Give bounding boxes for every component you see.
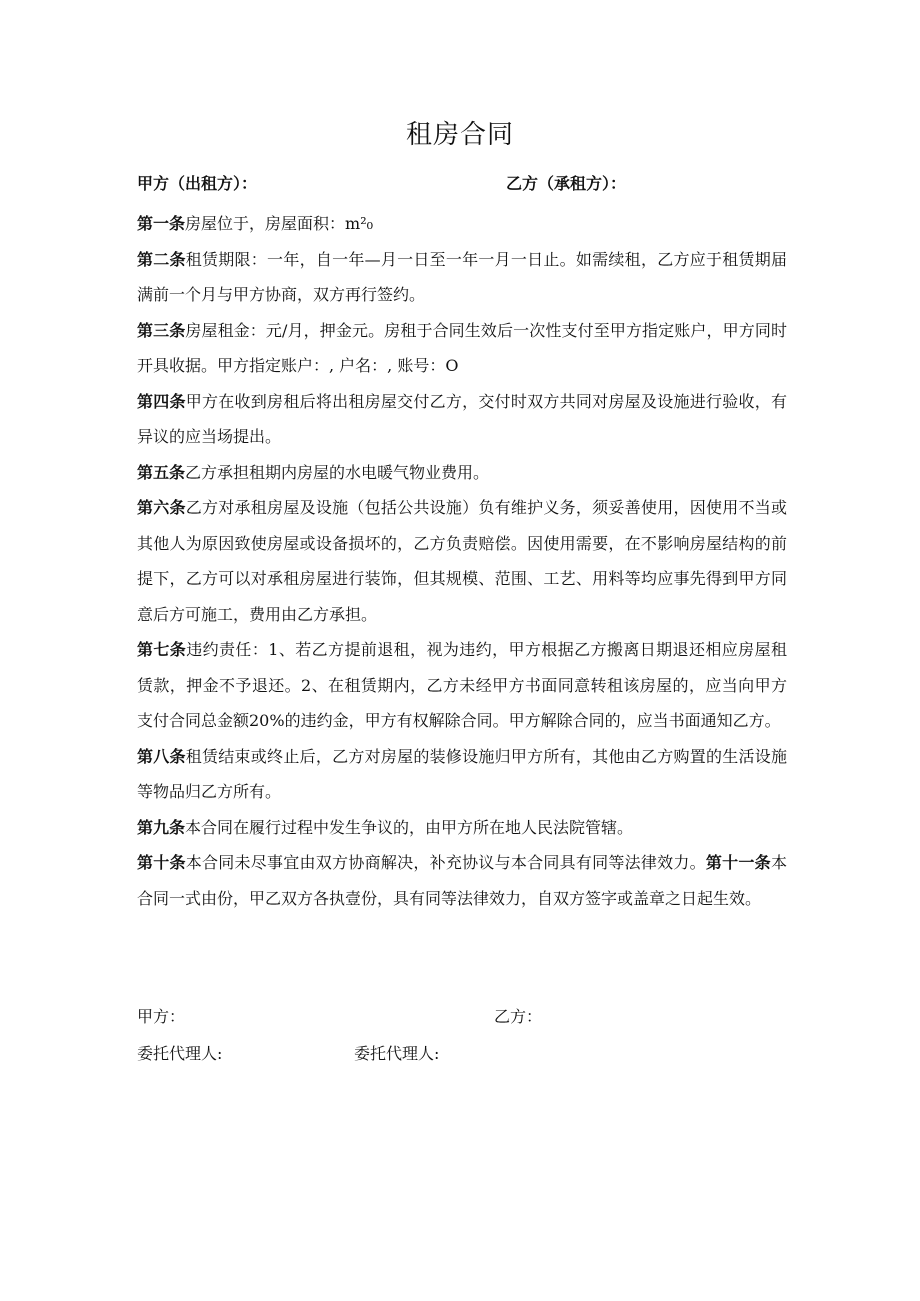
- clause-2: [137, 242, 787, 313]
- clause-number: 第六条: [137, 498, 186, 517]
- clause-8: [137, 739, 787, 810]
- clause-text: 违约责任：1、若乙方提前退租，视为违约，甲方根据乙方搬离日期退还相应房屋租赁款，押金不予退还。2、在租赁期内，乙方未经甲方书面同意转租该房屋的，应当向甲方支付合同总金额20%的违约金，甲方有权解除合同。甲方解除合同的，应当书面通知乙方。: [137, 640, 787, 730]
- signature-party-a: 甲方：: [137, 1007, 186, 1026]
- clause-text: 房屋租金：元/月，押金元。房租于合同生效后一次性支付至甲方指定账户，甲方同时开具收据。甲方指定账户：, 户名：, 账号：O: [137, 320, 787, 375]
- clause-9: [137, 810, 787, 846]
- clause-number: 第十条: [137, 853, 186, 872]
- clause-3: [137, 313, 787, 384]
- clause-5: [137, 455, 787, 491]
- clause-number: 第一条: [137, 214, 186, 233]
- clause-10-11: [137, 845, 787, 916]
- clause-text: 租赁结束或终止后，乙方对房屋的装修设施归甲方所有，其他由乙方购置的生活设施等物品归乙方所有。: [137, 746, 787, 801]
- clause-number: 第二条: [137, 249, 186, 269]
- clause-number: 第四条: [137, 391, 186, 411]
- signature-row-agents: [137, 1041, 797, 1067]
- clause-text: 房屋位于，房屋面积：m²₀: [185, 214, 374, 233]
- clause-number: 第八条: [137, 746, 186, 766]
- signature-agent-a: 委托代理人:: [137, 1044, 223, 1063]
- signature-row-parties: [137, 1004, 797, 1030]
- clause-number: 第三条: [137, 320, 186, 340]
- clause-text: 租赁期限：一年，自一年—月一日至一年一月一日止。如需续租，乙方应于租赁期届满前一个月与甲方协商，双方再行签约。: [137, 249, 787, 304]
- clause-number: 第七条: [137, 640, 187, 659]
- clause-text: 乙方对承租房屋及设施（包括公共设施）负有维护义务，须妥善使用，因使用不当或其他人为原因致使房屋或设备损坏的，乙方负责赔偿。因使用需要，在不影响房屋结构的前提下，乙方可以对承租房屋进行装饰，但其规模、范围、工艺、用料等均应事先得到甲方同意后方可施工，费用由乙方承担。: [137, 498, 787, 624]
- clause-4: [137, 384, 787, 455]
- signature-agent-b: 委托代理人:: [354, 1044, 440, 1063]
- parties-header: [137, 171, 797, 195]
- clause-text: 本合同未尽事宜由双方协商解决，补充协议与本合同具有同等法律效力。: [185, 853, 706, 872]
- party-a-label: 甲方（出租方）：: [137, 174, 258, 193]
- clause-text: 乙方承担租期内房屋的水电暖气物业费用。: [185, 462, 490, 482]
- clause-number: 第九条: [137, 817, 186, 837]
- clause-text: 本合同在履行过程中发生争议的，由甲方所在地人民法院管辖。: [185, 817, 634, 837]
- clause-7: [137, 632, 787, 739]
- clause-number: 第五条: [137, 462, 186, 482]
- clause-6: [137, 490, 787, 632]
- clause-text: 本合同一式由份，甲乙双方各执壹份，具有同等法律效力，自双方签字或盖章之日起生效。: [137, 853, 787, 908]
- party-b-label: 乙方（承租方）：: [506, 174, 627, 193]
- clause-text: 甲方在收到房租后将出租房屋交付乙方，交付时双方共同对房屋及设施进行验收，有异议的应当场提出。: [137, 391, 787, 446]
- document-title: 租房合同: [405, 120, 514, 150]
- contract-body: [137, 206, 787, 916]
- clause-number: 第十一条: [705, 853, 771, 872]
- signature-party-b: 乙方：: [494, 1007, 543, 1026]
- clause-1: [137, 206, 787, 242]
